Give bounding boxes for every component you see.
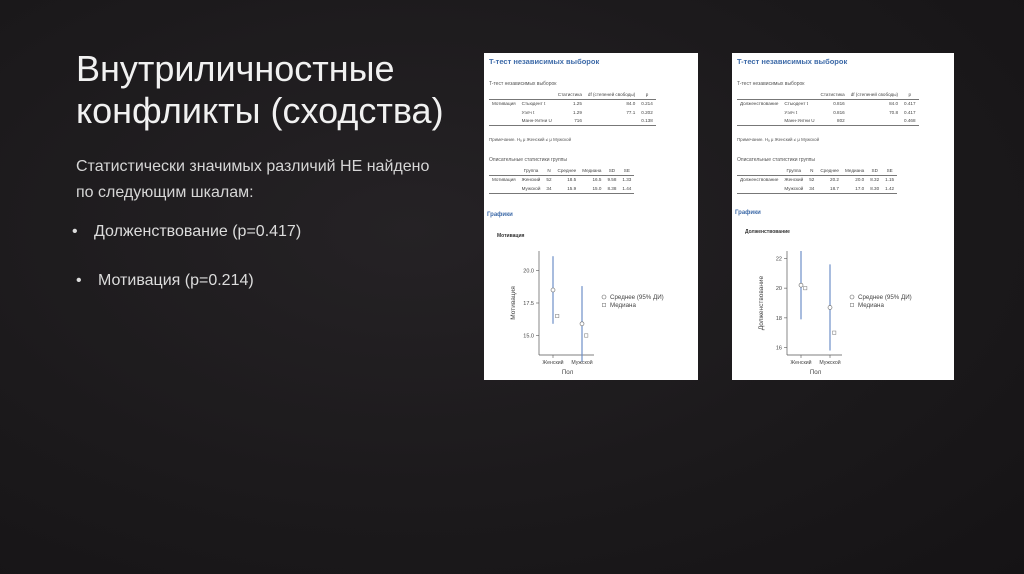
table-cell: 1.29	[572, 109, 582, 115]
graphs-heading: Графики	[735, 210, 761, 216]
table-cell: 8.38	[604, 184, 619, 193]
table-cell	[737, 117, 781, 126]
table-header	[519, 90, 555, 99]
table-header	[737, 166, 781, 175]
table-cell: Долженствование	[737, 175, 781, 184]
median-point	[556, 314, 559, 317]
table-header: N	[543, 166, 554, 175]
table-cell: 70.8	[889, 109, 899, 115]
table-cell	[489, 108, 519, 117]
y-tick-label: 20.0	[523, 268, 534, 275]
mean-point	[580, 322, 584, 326]
table-cell: Долженствование	[737, 99, 781, 108]
y-tick-label: 18	[775, 315, 782, 322]
table-cell: Стьюдент t	[519, 99, 555, 108]
table-row	[737, 117, 919, 126]
table-cell: Женский	[781, 175, 806, 184]
ttest-panel-obligation	[732, 53, 954, 380]
subtitle-line-1: Статистически значимых различий НЕ найдено	[76, 158, 430, 175]
table-cell: 1.25	[555, 99, 585, 108]
table-cell: 0.468	[901, 117, 919, 126]
table-header: df (степеней свободы)	[585, 90, 638, 99]
slide-subtitle	[76, 154, 476, 206]
legend-median-label: Медиана	[610, 302, 636, 309]
table-header: Медиана	[842, 166, 867, 175]
table-note: Примечание. Hₐ μ Женский ≠ μ Мужской	[489, 137, 572, 142]
table-cell: Манн-Уитни U	[781, 117, 817, 126]
x-axis-label: Пол	[809, 369, 822, 376]
title-line-2: конфликты (сходства)	[76, 90, 444, 131]
table-cell: 0.417	[901, 99, 919, 108]
table-cell: Мужской	[519, 184, 544, 193]
table-cell: 52	[806, 175, 817, 184]
desc-section-label: Описательные статистики группы	[489, 157, 567, 163]
table-cell: Уэлч t	[784, 109, 798, 115]
table-cell: 1.44	[619, 184, 634, 193]
desc-section-label: Описательные статистики группы	[737, 157, 815, 163]
legend-median-marker	[850, 303, 853, 306]
table-cell	[585, 117, 638, 126]
ttest-section-label: T-тест независимых выборок	[737, 81, 805, 87]
table-cell: 20.0	[842, 175, 867, 184]
table-cell: Мотивация	[489, 99, 519, 108]
table-cell: 0.816	[818, 99, 848, 108]
table-row	[737, 108, 919, 117]
table-cell: Уэлч t	[521, 109, 535, 115]
table-cell: 16.5	[579, 175, 604, 184]
table-row	[489, 108, 656, 117]
table-cell: 1.42	[882, 184, 897, 193]
table-row	[489, 99, 656, 108]
median-point	[585, 334, 588, 337]
ttest-table	[737, 90, 919, 126]
table-header: SD	[867, 166, 882, 175]
descriptives-table	[489, 166, 634, 194]
table-cell: 0.202	[641, 109, 653, 115]
table-cell: 17.0	[842, 184, 867, 193]
table-cell: 18.5	[555, 175, 580, 184]
x-tick-label: Женский	[542, 360, 564, 366]
y-tick-label: 16	[775, 345, 782, 352]
table-row	[737, 99, 919, 108]
table-row	[737, 175, 897, 184]
table-header	[737, 90, 781, 99]
motivation-plot	[484, 243, 698, 378]
table-header: Статистика	[555, 90, 585, 99]
table-cell: Манн-Уитни U	[519, 117, 555, 126]
table-cell: 15.0	[579, 184, 604, 193]
table-header: Медиана	[579, 166, 604, 175]
table-row	[489, 117, 656, 126]
legend-mean-label: Среднее (95% ДИ)	[610, 294, 664, 301]
x-axis-label: Пол	[561, 369, 574, 376]
table-cell	[737, 108, 781, 117]
x-tick-label: Мужской	[819, 360, 841, 366]
table-note: Примечание. Hₐ μ Женский ≠ μ Мужской	[737, 137, 820, 142]
ttest-table	[489, 90, 656, 126]
table-header: Статистика	[818, 90, 848, 99]
table-cell: 15.9	[555, 184, 580, 193]
table-cell: 8.32	[867, 175, 882, 184]
bullet-text: Долженствование (p=0.417)	[94, 223, 302, 240]
table-cell: 18.7	[817, 184, 842, 193]
y-tick-label: 20	[775, 286, 782, 293]
table-header: p	[901, 90, 919, 99]
ttest-section-label: T-тест независимых выборок	[489, 81, 557, 87]
table-row	[489, 184, 634, 193]
table-cell: 34	[543, 184, 554, 193]
y-tick-label: 17.5	[523, 301, 534, 307]
table-cell: 52	[543, 175, 554, 184]
table-cell	[848, 117, 901, 126]
median-point	[804, 286, 807, 289]
y-tick-label: 22	[775, 256, 782, 263]
ttest-panel-motivation	[484, 53, 698, 380]
subtitle-line-2: по следующим шкалам:	[76, 184, 254, 201]
table-cell	[737, 184, 781, 193]
bullet-item	[76, 271, 254, 291]
mean-point	[799, 283, 803, 287]
table-cell	[489, 184, 519, 193]
legend-mean-label: Среднее (95% ДИ)	[858, 294, 912, 301]
mean-point	[828, 305, 832, 309]
bullet-marker: •	[76, 272, 82, 289]
table-header	[781, 90, 817, 99]
table-cell: Мужской	[781, 184, 806, 193]
x-tick-label: Мужской	[571, 360, 593, 366]
y-axis-label: Долженствование	[758, 275, 765, 331]
bullet-marker: •	[72, 223, 78, 240]
graphs-heading: Графики	[487, 212, 513, 218]
table-cell: 0.816	[833, 109, 845, 115]
table-cell: 84.0	[848, 99, 901, 108]
table-cell: Стьюдент t	[781, 99, 817, 108]
table-header	[489, 166, 519, 175]
bullet-text: Мотивация (p=0.214)	[98, 272, 254, 289]
legend-mean-marker	[850, 295, 854, 299]
table-header: Среднее	[817, 166, 842, 175]
table-cell: 9.58	[604, 175, 619, 184]
table-header: SE	[882, 166, 897, 175]
table-row	[489, 175, 634, 184]
table-header: SE	[619, 166, 634, 175]
plot-title: Мотивация	[497, 233, 525, 239]
table-header: df (степеней свободы)	[848, 90, 901, 99]
table-cell: 0.138	[638, 117, 656, 126]
table-header: p	[638, 90, 656, 99]
bullet-item	[72, 222, 301, 242]
median-point	[833, 331, 836, 334]
table-cell: Женский	[519, 175, 544, 184]
table-header: SD	[604, 166, 619, 175]
table-cell	[489, 117, 519, 126]
table-cell: 84.0	[585, 99, 638, 108]
table-cell: 77.1	[626, 109, 636, 115]
table-cell: 0.214	[638, 99, 656, 108]
descriptives-table	[737, 166, 897, 194]
table-cell: 20.2	[817, 175, 842, 184]
panel-title: T-тест независимых выборок	[737, 57, 848, 66]
title-line-1: Внутриличностные	[76, 48, 395, 89]
legend-mean-marker	[602, 295, 606, 299]
table-cell: 34	[806, 184, 817, 193]
legend-median-marker	[602, 303, 605, 306]
legend-median-label: Медиана	[858, 302, 884, 309]
plot-title: Долженствование	[745, 229, 790, 235]
table-header: N	[806, 166, 817, 175]
mean-point	[551, 288, 555, 292]
x-tick-label: Женский	[790, 360, 812, 366]
table-header: Группа	[781, 166, 806, 175]
table-header	[489, 90, 519, 99]
y-axis-label: Мотивация	[510, 286, 517, 320]
table-header: Группа	[519, 166, 544, 175]
table-header: Среднее	[555, 166, 580, 175]
table-cell: 716	[555, 117, 585, 126]
table-cell: 1.33	[619, 175, 634, 184]
table-row	[737, 184, 897, 193]
slide-title	[76, 48, 476, 132]
table-cell: 8.30	[867, 184, 882, 193]
table-cell: 802	[818, 117, 848, 126]
table-cell: 0.417	[904, 109, 916, 115]
table-cell: 1.15	[882, 175, 897, 184]
y-tick-label: 15.0	[523, 333, 534, 340]
obligation-plot	[732, 243, 954, 378]
table-cell: Мотивация	[489, 175, 519, 184]
panel-title: T-тест независимых выборок	[489, 57, 600, 66]
